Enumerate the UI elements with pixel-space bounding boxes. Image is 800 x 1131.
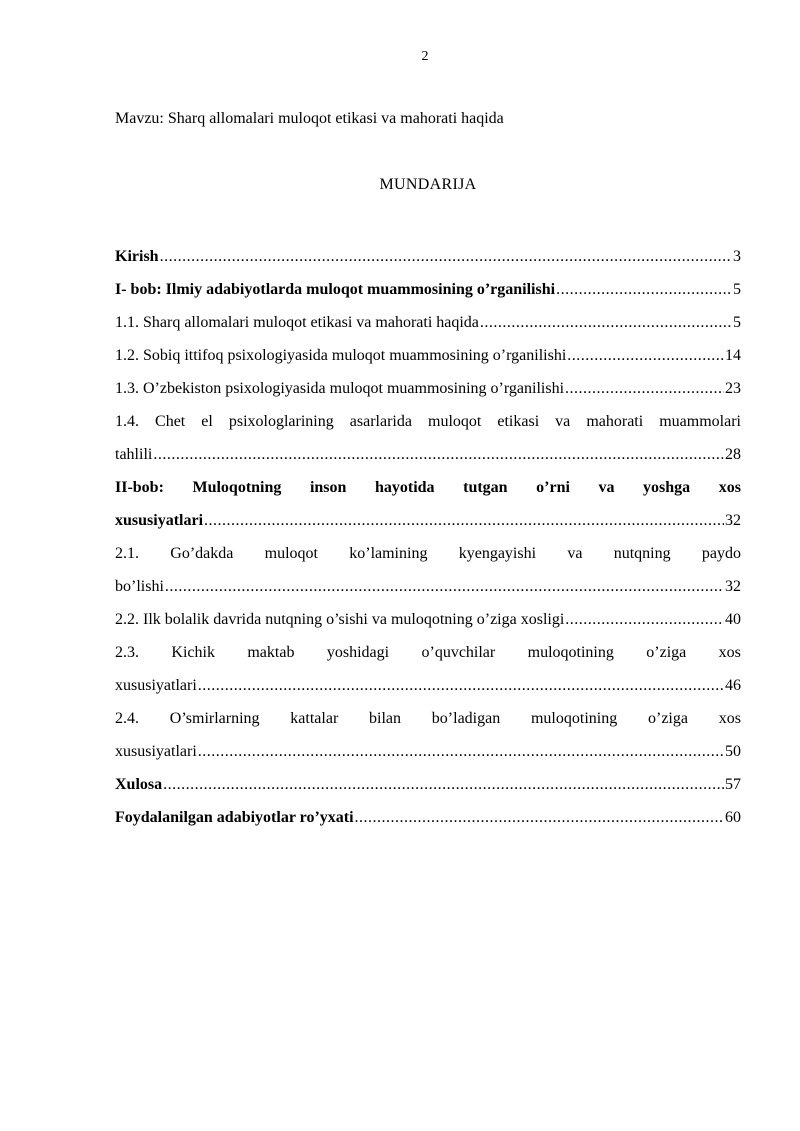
toc-word: 2.1. xyxy=(115,544,139,562)
toc-entry-label: xususiyatlari xyxy=(115,742,197,760)
toc-entry-xulosa xyxy=(115,768,741,801)
toc-entry-label: 1.2. Sobiq ittifoq psixologiyasida muloqot muammosining o’rganilishi xyxy=(115,346,567,364)
toc-word: muloqot xyxy=(264,544,318,562)
toc-word: o’rni xyxy=(536,478,570,496)
toc-entry-section-1-2 xyxy=(115,339,741,372)
toc-entry-page: 28 xyxy=(725,445,741,463)
toc-word: el xyxy=(201,412,213,430)
dot-leader xyxy=(565,611,724,629)
toc-word: O’smirlarning xyxy=(169,709,260,727)
toc-entry-section-1-4-line2 xyxy=(115,438,741,471)
toc-entry-page: 32 xyxy=(725,511,741,529)
dot-leader xyxy=(153,446,724,464)
dot-leader xyxy=(567,347,724,365)
toc-entry-section-2-1-line2 xyxy=(115,570,741,603)
toc-word: va xyxy=(598,478,615,496)
table-of-contents xyxy=(115,240,741,834)
toc-word: Chet xyxy=(155,412,186,430)
toc-title: MUNDARIJA xyxy=(379,176,477,193)
toc-word: kattalar xyxy=(290,709,339,727)
toc-entry-page: 14 xyxy=(725,346,741,364)
toc-entry-label: 1.3. O’zbekiston psixologiyasida muloqot muammosining o’rganilishi xyxy=(115,379,565,397)
dot-leader xyxy=(198,677,724,695)
toc-entry-page: 5 xyxy=(733,280,741,298)
toc-word: hayotida xyxy=(374,478,435,496)
dot-leader xyxy=(204,512,724,530)
toc-word: 1.4. xyxy=(115,412,139,430)
toc-word: yoshidagi xyxy=(326,643,390,661)
toc-word: kyengayishi xyxy=(458,544,537,562)
toc-entry-label: Kirish xyxy=(115,247,159,265)
toc-word: Muloqotning xyxy=(192,478,282,496)
toc-word: va xyxy=(555,412,571,430)
toc-word: Go’dakda xyxy=(170,544,234,562)
toc-entry-label: 1.1. Sharq allomalari muloqot etikasi va mahorati haqida xyxy=(115,313,479,331)
toc-entry-page: 40 xyxy=(725,610,741,628)
toc-word: 2.3. xyxy=(115,643,139,661)
toc-word: xos xyxy=(718,709,741,727)
dot-leader xyxy=(165,578,724,596)
toc-word: ko’lamining xyxy=(349,544,428,562)
toc-entry-section-1-3 xyxy=(115,372,741,405)
toc-word: o’ziga xyxy=(646,643,687,661)
toc-word: inson xyxy=(309,478,347,496)
toc-word: Kichik xyxy=(171,643,215,661)
dot-leader xyxy=(480,314,732,332)
toc-entry-label: I- bob: Ilmiy adabiyotlarda muloqot muammosining o’rganilishi xyxy=(115,280,556,298)
toc-entry-page: 5 xyxy=(733,313,741,331)
toc-word: nutqning xyxy=(613,544,671,562)
toc-entry-page: 60 xyxy=(725,808,741,826)
toc-entry-section-2-3-line1 xyxy=(115,636,741,669)
toc-word: bilan xyxy=(369,709,402,727)
toc-word: o’quvchilar xyxy=(421,643,496,661)
document-topic: Mavzu: Sharq allomalari muloqot etikasi va mahorati haqida xyxy=(115,110,504,127)
dot-leader xyxy=(556,281,732,299)
dot-leader xyxy=(163,776,724,794)
toc-entry-section-2-4-line2 xyxy=(115,735,741,768)
toc-entry-chapter-1 xyxy=(115,273,741,306)
toc-word: muammolari xyxy=(659,412,741,430)
toc-word: va xyxy=(567,544,583,562)
toc-entry-page: 50 xyxy=(725,742,741,760)
toc-entry-page: 23 xyxy=(725,379,741,397)
toc-word: etikasi xyxy=(497,412,540,430)
toc-entry-section-2-1-line1 xyxy=(115,537,741,570)
toc-word: tutgan xyxy=(463,478,508,496)
toc-entry-page: 32 xyxy=(725,577,741,595)
toc-entry-section-1-4-line1 xyxy=(115,405,741,438)
dot-leader xyxy=(198,743,724,761)
toc-entry-bibliography xyxy=(115,801,741,834)
toc-entry-chapter-2-line2 xyxy=(115,504,741,537)
toc-entry-section-2-4-line1 xyxy=(115,702,741,735)
toc-word: II-bob: xyxy=(115,478,164,496)
page-number: 2 xyxy=(421,49,429,64)
toc-entry-chapter-2-line1 xyxy=(115,471,741,504)
dot-leader xyxy=(160,248,732,266)
toc-word: o’ziga xyxy=(647,709,688,727)
toc-entry-label: Xulosa xyxy=(115,775,163,793)
toc-word: muloqot xyxy=(428,412,482,430)
toc-entry-label: xususiyatlari xyxy=(115,676,197,694)
toc-entry-label: Foydalanilgan adabiyotlar ro’yxati xyxy=(115,808,354,826)
toc-word: bo’ladigan xyxy=(431,709,501,727)
toc-word: maktab xyxy=(247,643,295,661)
toc-word: xos xyxy=(718,643,741,661)
toc-word: 2.4. xyxy=(115,709,139,727)
toc-word: muloqotining xyxy=(530,709,618,727)
toc-entry-kirish xyxy=(115,240,741,273)
toc-word: mahorati xyxy=(586,412,644,430)
toc-word: asarlarida xyxy=(349,412,412,430)
toc-entry-label: bo’lishi xyxy=(115,577,164,595)
toc-word: paydo xyxy=(701,544,741,562)
toc-entry-page: 46 xyxy=(725,676,741,694)
toc-entry-section-2-2 xyxy=(115,603,741,636)
toc-entry-page: 3 xyxy=(733,247,741,265)
toc-word: muloqotining xyxy=(527,643,614,661)
toc-word: xos xyxy=(718,478,741,496)
toc-entry-section-2-3-line2 xyxy=(115,669,741,702)
toc-word: yoshga xyxy=(643,478,691,496)
toc-entry-page: 57 xyxy=(725,775,741,793)
toc-entry-section-1-1 xyxy=(115,306,741,339)
toc-word: psixologlarining xyxy=(228,412,334,430)
dot-leader xyxy=(565,380,724,398)
toc-entry-label: xususiyatlari xyxy=(115,511,204,529)
toc-entry-label: tahlili xyxy=(115,445,153,463)
toc-entry-label: 2.2. Ilk bolalik davrida nutqning o’sishi va muloqotning o’ziga xosligi xyxy=(115,610,565,628)
dot-leader xyxy=(355,809,724,827)
